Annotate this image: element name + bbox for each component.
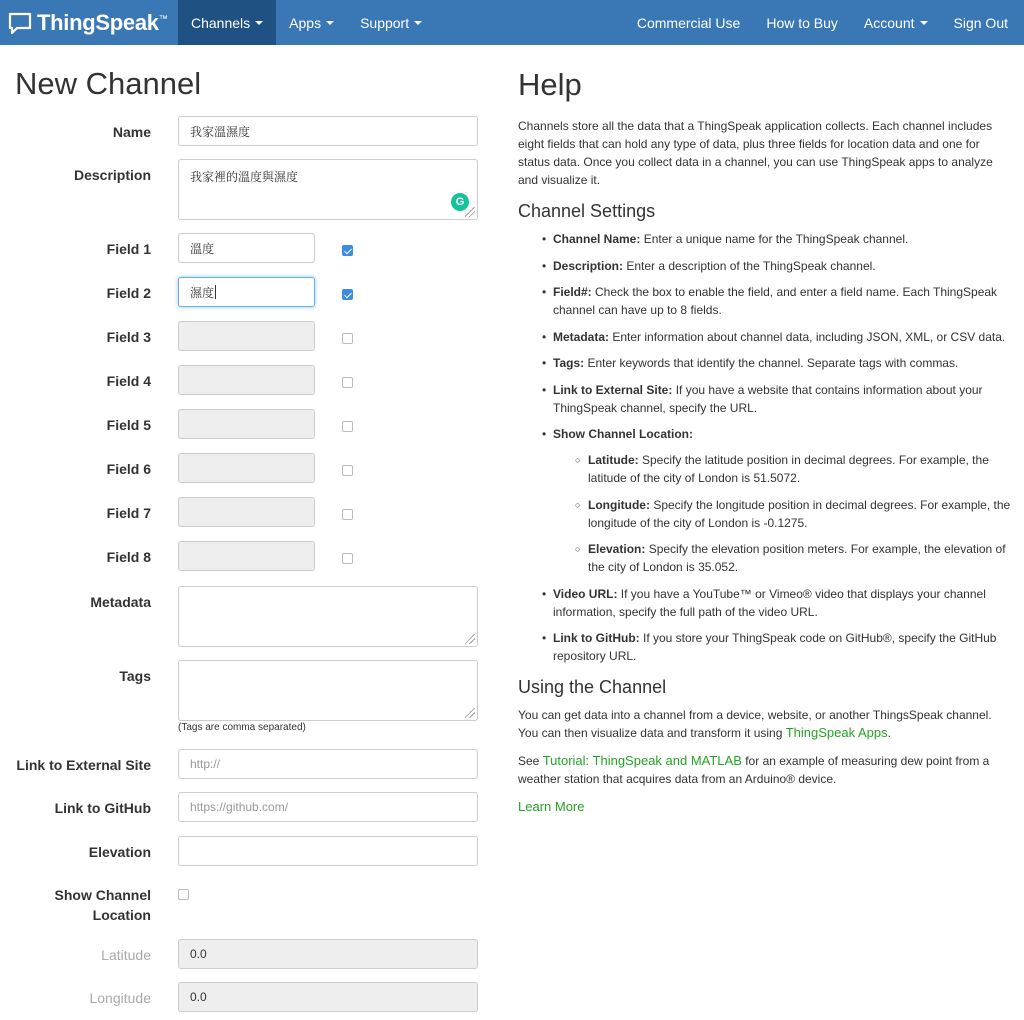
nav-sign-out[interactable]: Sign Out (953, 14, 1008, 31)
grammarly-icon[interactable]: G (451, 193, 469, 211)
text-cursor (215, 285, 216, 299)
nav-apps[interactable] (276, 0, 347, 45)
field-5-checkbox[interactable] (342, 421, 353, 432)
latitude-input[interactable] (178, 939, 478, 969)
elevation-input[interactable] (178, 836, 478, 866)
item-term: Metadata: (553, 329, 610, 344)
metadata-label: Metadata (90, 594, 151, 610)
list-item (553, 230, 1012, 248)
field-5-label: Field 5 (106, 417, 151, 433)
name-input-value: 我家溫濕度 (190, 124, 251, 139)
list-item (588, 451, 1012, 487)
item-term: Tags: (553, 356, 585, 370)
tutorial-text (518, 752, 1012, 788)
field-4-checkbox[interactable] (342, 377, 353, 388)
item-term: Latitude: (588, 453, 639, 467)
field-7-checkbox[interactable] (342, 509, 353, 520)
nav-channels[interactable] (178, 0, 276, 45)
item-text: Enter information about channel data, including JSON, XML, or CSV data. (609, 329, 1006, 344)
resize-handle-icon[interactable] (465, 708, 475, 718)
tags-label: Tags (119, 668, 151, 684)
field-5-input[interactable] (178, 409, 315, 439)
learn-more-link[interactable]: Learn More (518, 799, 585, 814)
field-1-value: 溫度 (190, 241, 215, 256)
field-6-input[interactable] (178, 453, 315, 483)
list-item (553, 257, 1012, 275)
chat-bubble-icon (8, 11, 32, 35)
item-term: Link to External Site: (553, 382, 673, 397)
item-term: Link to GitHub: (553, 631, 640, 645)
see-text: See (518, 754, 543, 768)
chevron-down-icon (255, 21, 263, 25)
longitude-label: Longitude (89, 990, 151, 1006)
item-term: Field#: (553, 285, 592, 299)
item-text: Check the box to enable the field, and enter a field name. Each ThingSpeak channel can have up to 8 fields. (553, 285, 998, 317)
thingspeak-logo[interactable] (0, 0, 178, 45)
page-title: New Channel (15, 66, 202, 101)
nav-commercial-use[interactable]: Commercial Use (636, 14, 741, 31)
field-2-label: Field 2 (106, 285, 151, 301)
description-value: 我家裡的溫度與濕度 (190, 170, 299, 184)
using-channel-text (518, 706, 1012, 742)
elevation-label: Elevation (88, 844, 151, 860)
help-panel (518, 66, 1012, 826)
nav-account[interactable] (851, 0, 941, 45)
list-item (553, 381, 1012, 417)
see-text-end: for an example of measuring dew point from a weather station that acquires data from an Arduino® device. (518, 754, 990, 786)
field-2-value: 濕度 (190, 285, 215, 300)
item-text: Enter a description of the ThingSpeak channel. (623, 258, 876, 273)
thingspeak-apps-link[interactable]: ThingSpeak Apps (785, 725, 888, 740)
description-label: Description (73, 167, 151, 183)
help-intro: Channels store all the data that a ThingSpeak application collects. Each channel includes eight fields that can hold any type of data, plus three fields for location data and one for status data. Once you collect data in a channel, you can use ThingSpeak apps to analyze and visualize it. (518, 119, 993, 187)
tags-textarea[interactable] (178, 660, 478, 721)
field-4-input[interactable] (178, 365, 315, 395)
item-text: If you have a YouTube™ or Vimeo® video that displays your channel information, specify the full path of the video URL. (553, 586, 986, 619)
item-term: Show Channel Location: (553, 427, 693, 441)
tutorial-link[interactable]: Tutorial: ThingSpeak and MATLAB (542, 753, 742, 768)
nav-channels-label: Channels (191, 14, 251, 31)
external-site-label: Link to External Site (16, 757, 151, 773)
list-item (553, 283, 1012, 319)
latitude-value: 0.0 (190, 947, 207, 961)
resize-handle-icon[interactable] (465, 634, 475, 644)
chevron-down-icon (414, 21, 422, 25)
tags-help-text: (Tags are comma separated) (178, 722, 306, 733)
using-text-end: . (887, 726, 891, 740)
settings-list (518, 230, 1012, 665)
github-placeholder: https://github.com/ (190, 800, 289, 814)
field-4-label: Field 4 (106, 373, 151, 389)
list-item (588, 496, 1012, 532)
item-term: Video URL: (553, 586, 618, 601)
list-item (553, 425, 1012, 576)
item-text: If you have a website that contains information about your ThingSpeak channel, specify the URL. (553, 382, 983, 415)
field-1-input[interactable] (178, 233, 315, 263)
item-text: If you store your ThingSpeak code on GitHub®, specify the GitHub repository URL. (553, 631, 997, 663)
field-7-label: Field 7 (106, 505, 151, 521)
field-3-checkbox[interactable] (342, 333, 353, 344)
github-input[interactable] (178, 792, 478, 822)
item-text: Enter keywords that identify the channel. Separate tags with commas. (584, 356, 959, 370)
external-site-placeholder: http:// (190, 757, 221, 771)
list-item (588, 540, 1012, 576)
longitude-input[interactable] (178, 982, 478, 1012)
chevron-down-icon (326, 21, 334, 25)
show-location-label-line-1: Show Channel (54, 887, 151, 903)
show-location-label-line-2: Location (92, 907, 151, 923)
nav-support-label: Support (360, 14, 410, 31)
field-1-checkbox[interactable] (342, 245, 353, 256)
item-term: Channel Name: (553, 232, 641, 246)
github-label: Link to GitHub (54, 800, 151, 816)
field-6-label: Field 6 (106, 461, 151, 477)
chevron-down-icon (920, 21, 928, 25)
field-7-input[interactable] (178, 497, 315, 527)
external-site-input[interactable] (178, 749, 478, 779)
item-term: Elevation: (588, 542, 646, 556)
item-term: Longitude: (588, 497, 650, 512)
item-term: Description: (553, 258, 624, 273)
metadata-textarea[interactable] (178, 586, 478, 647)
field-1-label: Field 1 (106, 241, 151, 257)
list-item (553, 629, 1012, 665)
channel-settings-heading: Channel Settings (518, 201, 656, 221)
longitude-value: 0.0 (190, 990, 207, 1004)
show-location-checkbox[interactable] (178, 889, 189, 900)
top-navbar (0, 0, 1024, 45)
name-label: Name (112, 124, 151, 140)
field-2-input[interactable] (178, 277, 315, 307)
nav-support[interactable] (347, 0, 435, 45)
list-item (553, 354, 1012, 372)
resize-handle-icon[interactable] (465, 207, 475, 217)
field-8-input[interactable] (178, 541, 315, 571)
using-channel-heading: Using the Channel (518, 677, 667, 697)
show-location-label (55, 885, 151, 925)
field-6-checkbox[interactable] (342, 465, 353, 476)
item-text: Specify the longitude position in decimal degrees. For example, the longitude of the city of London is -0.1275. (588, 497, 1011, 530)
latitude-label: Latitude (101, 947, 151, 963)
help-title: Help (518, 67, 582, 102)
nav-account-label: Account (863, 14, 915, 31)
item-text: Specify the latitude position in decimal degrees. For example, the latitude of the city of London is 51.5072. (588, 453, 989, 485)
item-text: Enter a unique name for the ThingSpeak channel. (640, 232, 909, 246)
nav-how-to-buy[interactable]: How to Buy (766, 14, 838, 31)
description-textarea[interactable] (178, 159, 478, 220)
name-input[interactable] (178, 116, 478, 146)
nav-apps-label: Apps (289, 14, 322, 31)
list-item (553, 328, 1012, 346)
field-3-input[interactable] (178, 321, 315, 351)
location-sublist (553, 451, 1012, 576)
brand-name: ThingSpeak (37, 9, 159, 35)
list-item (553, 585, 1012, 621)
field-8-label: Field 8 (106, 549, 151, 565)
item-text: Specify the elevation position meters. For example, the elevation of the city of London is 35.052. (588, 542, 1006, 574)
field-3-label: Field 3 (106, 329, 151, 345)
field-8-checkbox[interactable] (342, 553, 353, 564)
brand-trademark: ™ (158, 13, 168, 24)
field-2-checkbox[interactable] (342, 289, 353, 300)
using-text: You can get data into a channel from a device, website, or another ThingsSpeak channel. You can then visualize data and transform it using (518, 708, 992, 740)
